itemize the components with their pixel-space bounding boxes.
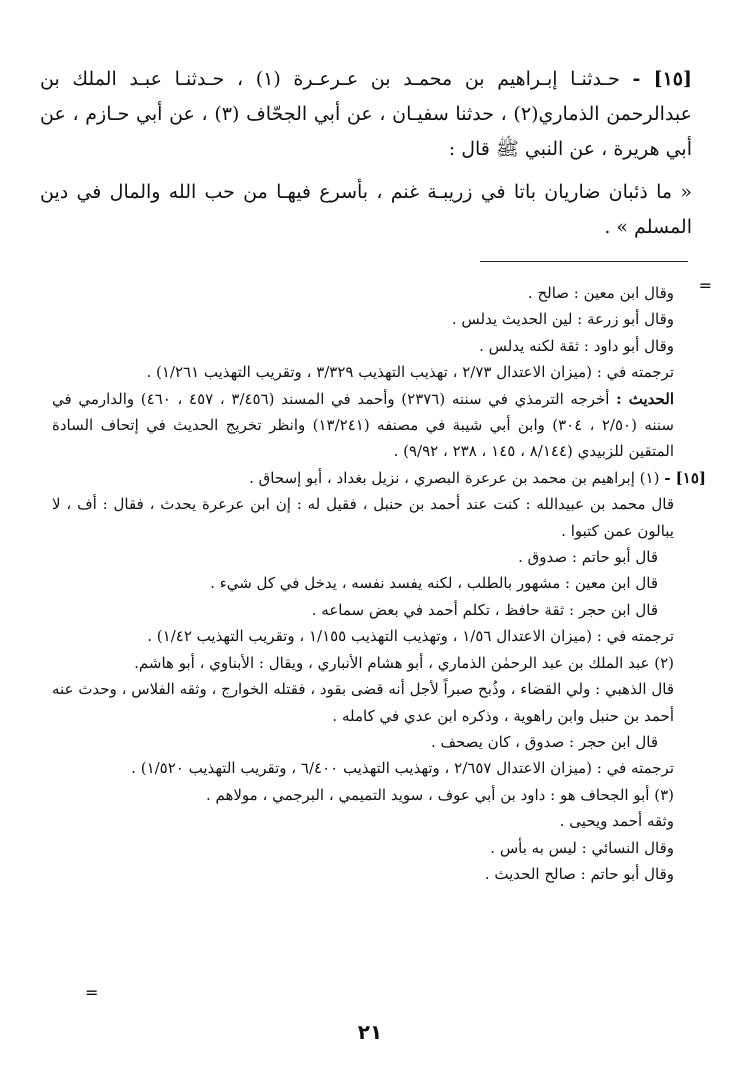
hadith-block	[40, 62, 692, 245]
continuation-mark-top: =	[698, 276, 712, 295]
footnote-2-head: (٢) عبد الملك بن عبد الرحمٰن الذماري ، أبو هشام الأنباري ، ويقال : الأبناوي ، أبو هاشم.	[134, 653, 674, 672]
footnote-line: وثقه أحمد ويحيى .	[559, 812, 674, 831]
footnote-15-head	[52, 465, 706, 491]
continuation-mark-bottom: =	[85, 983, 99, 1002]
footnote-15-number: [١٥] -	[664, 468, 706, 487]
hadith-isnad	[40, 62, 692, 167]
footnote-line: وقال ابن معين : صالح .	[527, 284, 674, 302]
hadith-matn: « ما ذئبان ضاريان باتا في زريبـة غنم ، بأسرع فيهـا من حب الله والمال في دين المسلم » .	[40, 181, 692, 238]
takhrij-text: أخرجه الترمذي في سننه (٢٣٧٦) وأحمد في المسند (٣/٤٥٦ ، ٤٥٧ ، ٤٦٠) والدارمي في سننه (٢/٥٠ ، ٣٠٤) وابن أبي شيبة في مصنفه (١٣/٢٤١) وانظر تخريج الحديث في إتحاف السادة المتقين للزبيدي (٨/١٤٤ ، ١٤٥ ، ٢٣٨ ، ٩/٩٢) .	[52, 389, 674, 461]
footnote-line: قال أبو حاتم : صدوق .	[518, 548, 658, 567]
isnad-text: حـدثنـا إبـراهيم بن محمـد بن عـرعـرة (١) ، حـدثنـا عبـد الملك بن عبدالرحمن الذماري(٢) ، حدثنا سفيـان ، عن أبي الجحّاف (٣) ، عن أبي حـازم ، عن أبي هريرة ، عن النبي ﷺ قال :	[40, 68, 693, 160]
footnote-line: وقال النسائي : ليس به بأس .	[490, 838, 674, 857]
footnote-line: قال محمد بن عبيدالله : كنت عند أحمد بن حنبل ، فقيل له : إن ابن عرعرة يحدث ، فقال : أف ، لا يبالون عمن كتبوا .	[52, 495, 674, 540]
footnotes	[52, 280, 706, 887]
hadith-number: [١٥] -	[632, 68, 692, 90]
hadith-takhrij	[52, 386, 692, 465]
footnote-3-head: (٣) أبو الجحاف هو : داود بن أبي عوف ، سويد التميمي ، البرجمي ، مولاهم .	[205, 785, 674, 804]
footnote-line: وقال أبو حاتم : صالح الحديث .	[484, 864, 674, 883]
footnote-line: قال ابن حجر : ثقة حافظ ، تكلم أحمد في بعض سماعه .	[311, 600, 658, 619]
footnote-separator	[480, 261, 688, 262]
takhrij-lead: الحديث :	[616, 389, 674, 408]
footnote-line: قال ابن معين : مشهور بالطلب ، لكنه يفسد نفسه ، يدخل في كل شيء .	[210, 574, 658, 593]
footnote-line: قال الذهبي : ولي القضاء ، وذُبح صبراً لأجل أنه قضى بقود ، فقتله الخوارج ، وثقه الفلاس ، وحدث عنه أحمد بن حنبل وابن راهوية ، وذكره ابن عدي في كامله .	[52, 680, 674, 725]
footnote-line: ترجمته في : (ميزان الاعتدال ٢/٧٣ ، تهذيب التهذيب ٣/٣٢٩ ، وتقريب التهذيب ١/٢٦١) .	[146, 363, 674, 382]
footnote-15-text: (١) إبراهيم بن محمد بن عرعرة البصري ، نزيل بغداد ، أبو إسحاق .	[249, 468, 660, 487]
footnote-line: ترجمته في : (ميزان الاعتدال ٢/٦٥٧ ، وتهذيب التهذيب ٦/٤٠٠ ، وتقريب التهذيب ١/٥٢٠) .	[131, 759, 674, 778]
page-number: ٢١	[357, 1020, 383, 1044]
footnote-line: وقال أبو زرعة : لين الحديث يدلس .	[451, 310, 674, 329]
footnote-line: قال ابن حجر : صدوق ، كان يصحف .	[430, 732, 658, 751]
footnote-line: ترجمته في : (ميزان الاعتدال ١/٥٦ ، وتهذيب التهذيب ١/١٥٥ ، وتقريب التهذيب ١/٤٢) .	[147, 627, 674, 646]
footnote-line: وقال أبو داود : ثقة لكنه يدلس .	[479, 336, 674, 355]
